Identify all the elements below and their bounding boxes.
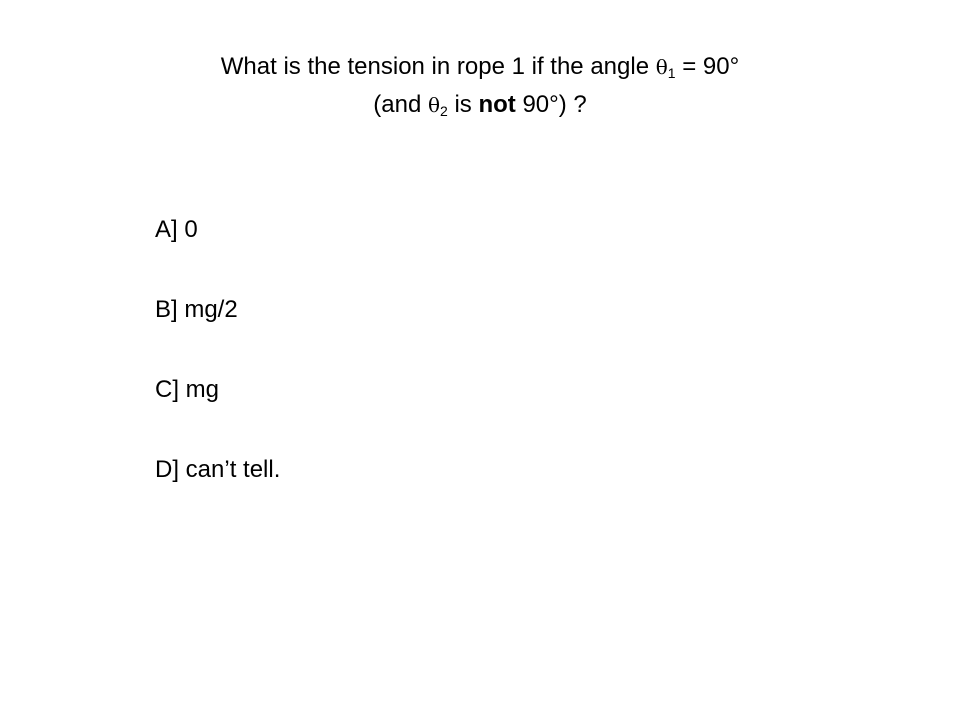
question-line-2 [0,86,960,124]
theta-symbol: θ [655,55,668,79]
question-line-1 [0,48,960,86]
theta-subscript: 1 [667,65,676,81]
emphasis-not: not [478,91,516,118]
question-text [0,48,960,124]
answer-option-a: A] 0 [155,216,198,243]
theta-subscript: 2 [440,103,448,119]
theta-symbol: θ [427,93,440,117]
question-line-1-tail: = 90° [675,53,740,80]
answer-option-b: B] mg/2 [155,296,238,323]
question-line-2-middle: is [447,91,479,118]
question-line-2-tail: 90°) ? [515,91,587,118]
answer-option-c: C] mg [155,376,220,403]
answer-option-d: D] can’t tell. [155,456,281,483]
question-line-1-text: What is the tension in rope 1 if the angle [220,53,656,80]
question-line-2-text: (and [373,91,428,118]
